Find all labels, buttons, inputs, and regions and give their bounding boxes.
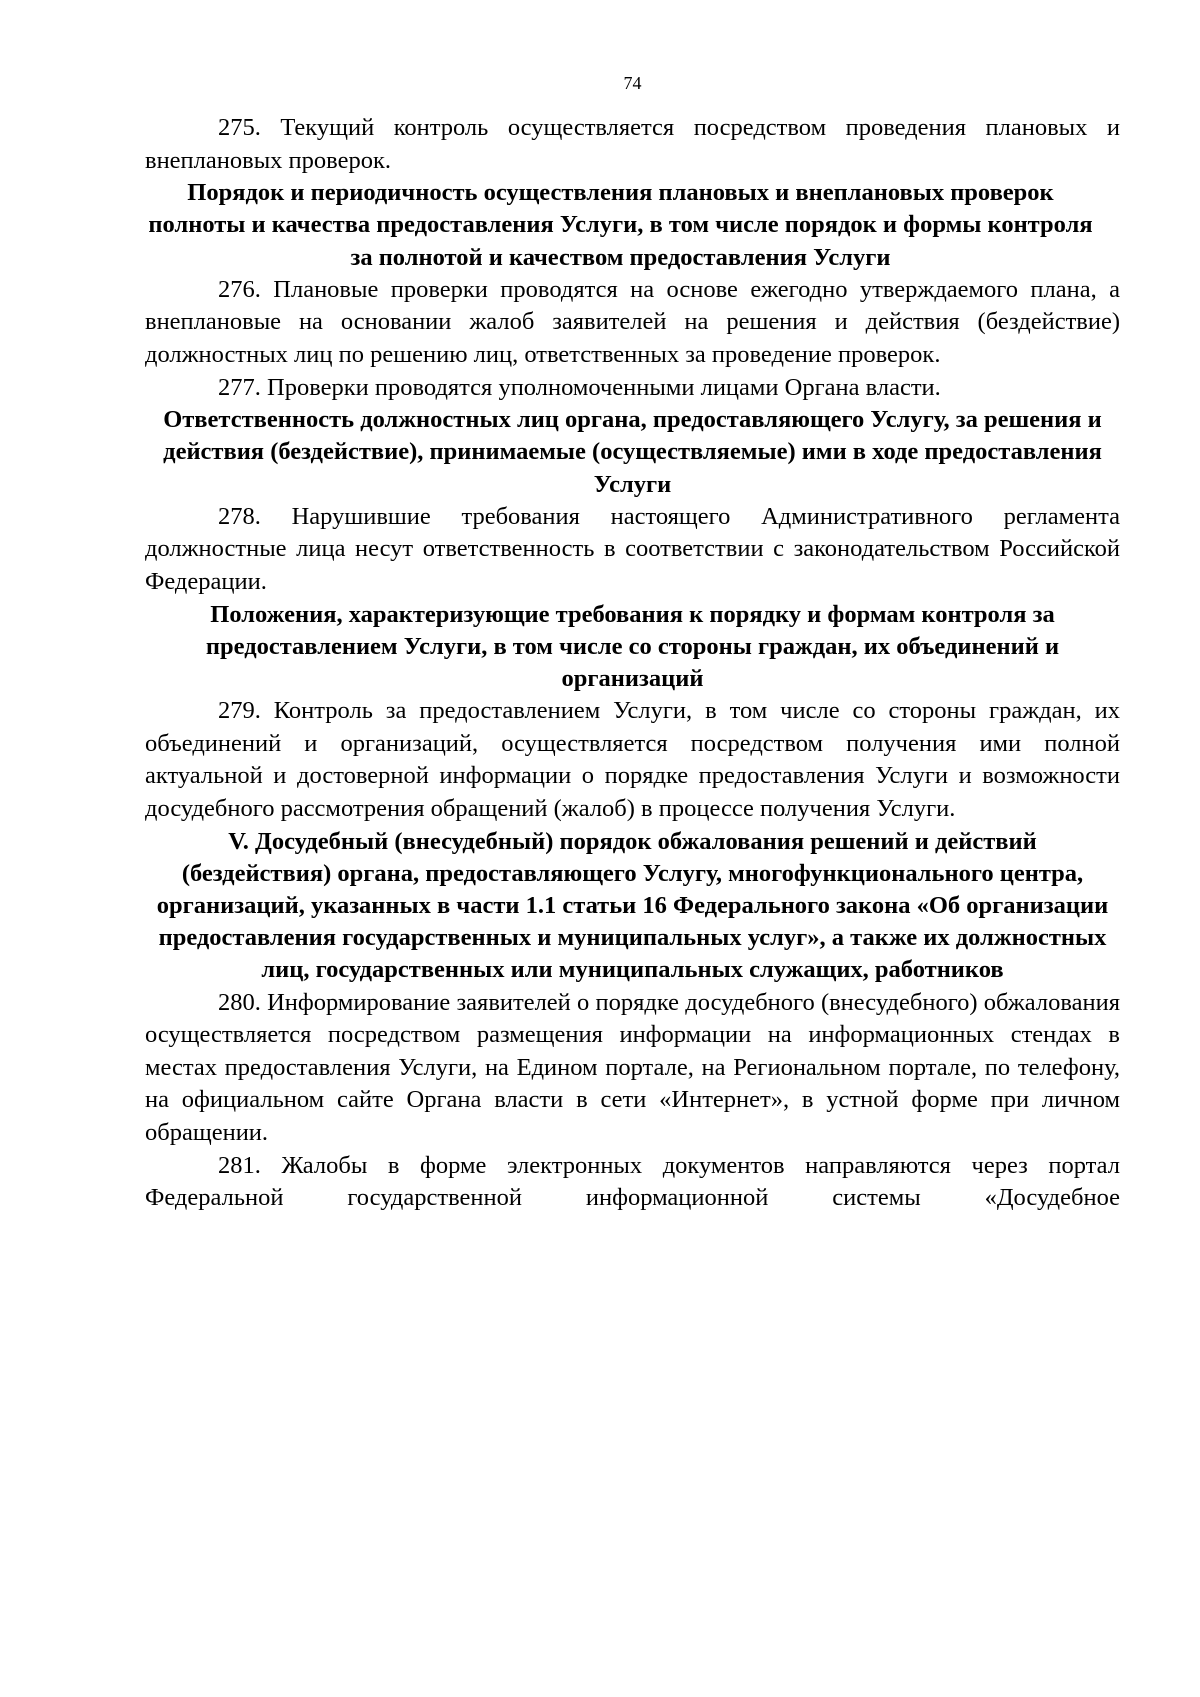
page-number: 74	[623, 73, 642, 93]
paragraph-279: 279. Контроль за предоставлением Услуги, в том числе со стороны граждан, их объединений и организаций, осуществляется посредством получения ими полной актуальной и достоверной информации о порядке предоставления Услуги и возможности досудебного рассмотрения обращений (жалоб) в процессе получения Услуги.	[145, 697, 1120, 822]
paragraph-280: 280. Информирование заявителей о порядке досудебного (внесудебного) обжалования осуществляется посредством размещения информации на информационных стендах в местах предоставления Услуги, на Едином портале, на Региональном портале, по телефону, на официальном сайте Органа власти в сети «Интернет», в устной форме при личном обращении.	[145, 988, 1120, 1146]
paragraph-276: 276. Плановые проверки проводятся на основе ежегодно утверждаемого плана, а внеплановые на основании жалоб заявителей на решения и действия (бездействие) должностных лиц по решению лиц, ответственных за проведение проверок.	[145, 275, 1120, 368]
paragraph-281: 281. Жалобы в форме электронных документов направляются через портал Федеральной государственной информационной системы «Досудебное	[145, 1151, 1120, 1212]
heading-section-v: V. Досудебный (внесудебный) порядок обжалования решений и действий (бездействия) органа, предоставляющего Услугу, многофункционального центра, организаций, указанных в части 1.1 статьи 16 Федерального закона «Об организации предоставления государственных и муниципальных услуг», а также их должностных лиц, государственных или муниципальных служащих, работников	[156, 827, 1109, 984]
paragraph-277: 277. Проверки проводятся уполномоченными лицами Органа власти.	[218, 373, 941, 401]
heading-responsibility: Ответственность должностных лиц органа, предоставляющего Услугу, за решения и действия (бездействие), принимаемые (осуществляемые) ими в ходе предоставления Услуги	[163, 406, 1102, 498]
paragraph-275: 275. Текущий контроль осуществляется посредством проведения плановых и внеплановых проверок.	[145, 114, 1120, 174]
heading-control-provisions: Положения, характеризующие требования к порядку и формам контроля за предоставлением Услуги, в том числе со стороны граждан, их объединений и организаций	[205, 600, 1060, 692]
heading-inspections: Порядок и периодичность осуществления плановых и внеплановых проверок полноты и качества предоставления Услуги, в том числе порядок и формы контроля за полнотой и качеством предоставления Услуги	[148, 179, 1093, 271]
paragraph-278: 278. Нарушившие требования настоящего Административного регламента должностные лица несут ответственность в соответствии с законодательством Российской Федерации.	[145, 502, 1120, 595]
